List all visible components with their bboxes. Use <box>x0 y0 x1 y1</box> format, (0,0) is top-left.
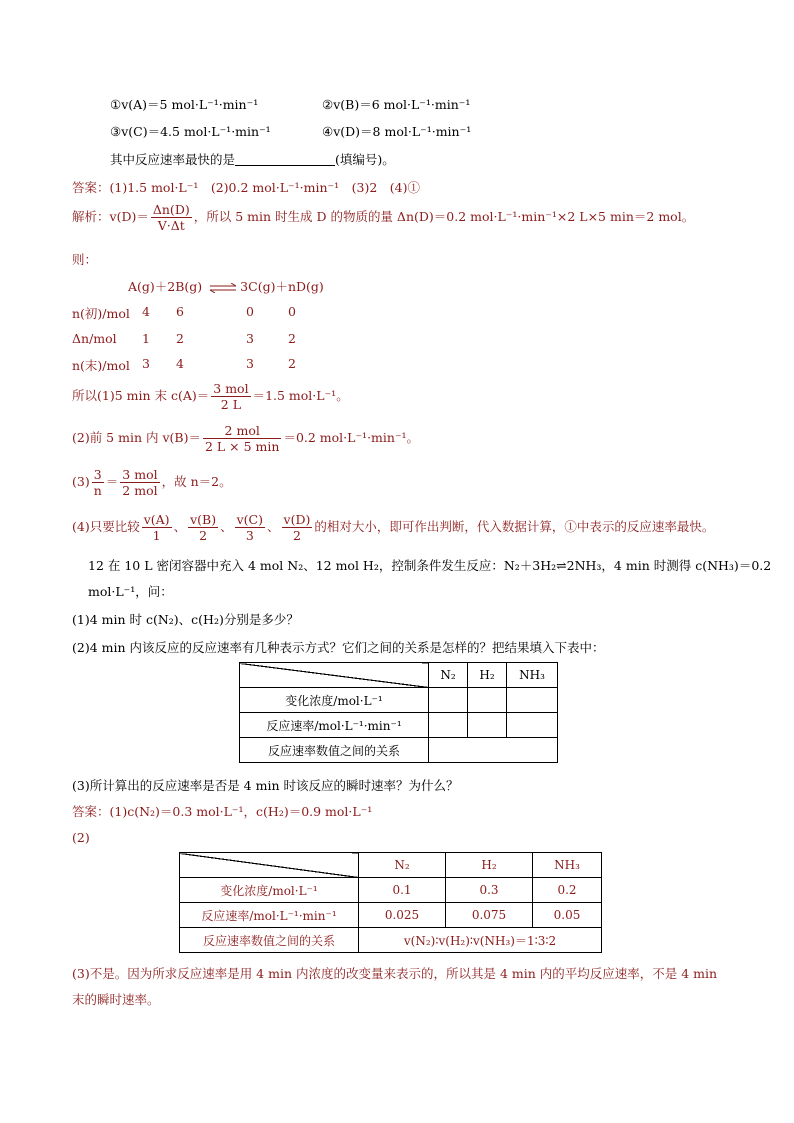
answer-label: 答案： <box>72 804 110 819</box>
option-3: ③v(C)＝4.5 mol·L⁻¹·min⁻¹ <box>110 124 271 139</box>
analysis-part1 <box>72 381 349 412</box>
analysis-part2 <box>72 423 419 454</box>
table-header-n2: N₂ <box>429 663 468 688</box>
vd-numerator: Δn(D) <box>152 202 190 217</box>
p4-denominator: 3 <box>245 528 254 543</box>
reaction-right: 3C(g)＋nD(g) <box>240 279 324 294</box>
p1-pre: 所以(1)5 min 末 c(A)＝ <box>72 388 210 403</box>
stoich-cell: 6 <box>176 304 184 319</box>
answer-table-header-h2: H₂ <box>446 853 533 878</box>
answer-table-header-nh3: NH₃ <box>533 853 602 878</box>
stoich-cell: 0 <box>288 304 296 319</box>
answer-12-part2-label: (2) <box>72 830 90 845</box>
p4-numerator: v(D) <box>283 512 311 527</box>
option-1: ①v(A)＝5 mol·L⁻¹·min⁻¹ <box>110 97 259 112</box>
answer-table-cell: 0.1 <box>359 878 446 903</box>
p4-fraction <box>235 512 265 543</box>
table-blank-cell[interactable] <box>429 713 468 738</box>
p4-numerator: v(A) <box>143 512 170 527</box>
answer-table-cell: 0.3 <box>446 878 533 903</box>
stoich-row-label: n(末)/mol <box>72 358 130 373</box>
reaction-left: A(g)＋2B(g) <box>128 279 203 294</box>
table-blank-cell[interactable] <box>507 688 558 713</box>
p3-fraction-1 <box>92 467 104 498</box>
reaction-equation <box>128 277 324 295</box>
q12-sub2: (2)4 min 内该反应的反应速率有几种表示方式？它们之间的关系是怎样的？把结果填入下表中： <box>72 640 605 655</box>
stoich-cell: 0 <box>246 304 254 319</box>
analysis-part3 <box>72 467 232 498</box>
q12-line1: 12 在 10 L 密闭容器中充入 4 mol N₂、12 mol H₂，控制条件发生反应：N₂＋3H₂⇌2NH₃，4 min 时测得 c(NH₃)＝0.2 <box>88 558 772 573</box>
stoich-cell: 3 <box>246 356 254 371</box>
vd-denominator: V·Δt <box>157 218 185 233</box>
p4-denominator: 2 <box>292 528 301 543</box>
p2-numerator: 2 mol <box>203 423 281 439</box>
p2-denominator: 2 L × 5 min <box>204 439 280 454</box>
p1-denominator: 2 L <box>220 397 242 412</box>
p4-denominator: 2 <box>199 528 208 543</box>
p1-fraction <box>211 381 250 412</box>
q12-blank-table <box>239 662 558 763</box>
table-corner-cell <box>240 663 429 688</box>
p2-fraction <box>203 423 281 454</box>
answer-table-header-n2: N₂ <box>359 853 446 878</box>
table-header-h2: H₂ <box>468 663 507 688</box>
table-row-label: 反应速率数值之间的关系 <box>240 738 429 763</box>
table-blank-cell[interactable] <box>468 688 507 713</box>
p4-separator: 、 <box>267 519 280 534</box>
answer-text: (1)1.5 mol·L⁻¹ (2)0.2 mol·L⁻¹·min⁻¹ (3)2 (4)① <box>109 180 421 195</box>
p4-separator: 、 <box>173 519 187 534</box>
q12-sub3: (3)所计算出的反应速率是否是 4 min 时该反应的瞬时速率？为什么？ <box>72 778 459 793</box>
analysis-part4 <box>72 512 714 543</box>
p2-post: ＝0.2 mol·L⁻¹·min⁻¹。 <box>283 430 420 445</box>
p3-post: ，故 n＝2。 <box>161 474 232 489</box>
answer-table-merged-cell: v(N₂)∶v(H₂)∶v(NH₃)＝1∶3∶2 <box>359 928 602 953</box>
table-row-label: 反应速率/mol·L⁻¹·min⁻¹ <box>240 713 429 738</box>
stoich-cell: 2 <box>288 356 296 371</box>
stoich-cell: 2 <box>176 331 184 346</box>
stoich-cell: 3 <box>246 331 254 346</box>
option-2: ②v(B)＝6 mol·L⁻¹·min⁻¹ <box>322 97 471 112</box>
table-row-label: 变化浓度/mol·L⁻¹ <box>240 688 429 713</box>
answer-table-cell: 0.2 <box>533 878 602 903</box>
p4-separator: 、 <box>220 519 233 534</box>
answer-table-cell: 0.05 <box>533 903 602 928</box>
answer-12-part1 <box>72 802 372 820</box>
p3-f2-numerator: 3 mol <box>122 467 158 482</box>
table-blank-cell[interactable] <box>429 688 468 713</box>
fastest-rate-question <box>110 150 395 168</box>
question-prefix: 其中反应速率最快的是 <box>110 152 236 167</box>
p4-numerator: v(C) <box>236 512 263 527</box>
answer-12-part3-line2: 末的瞬时速率。 <box>72 992 160 1007</box>
p4-numerator: v(B) <box>190 512 217 527</box>
p4-post: 的相对大小，即可作出判断，代入数据计算，①中表示的反应速率最快。 <box>314 519 715 534</box>
answer-12-part3-line1: (3)不是。因为所求反应速率是用 4 min 内浓度的改变量来表示的，所以其是 4 min 内的平均反应速率，不是 4 min <box>72 966 718 981</box>
answer-table-row-label: 变化浓度/mol·L⁻¹ <box>180 878 359 903</box>
analysis-vd <box>72 202 694 233</box>
answer-table-cell: 0.075 <box>446 903 533 928</box>
option-4: ④v(D)＝8 mol·L⁻¹·min⁻¹ <box>322 124 472 139</box>
table-blank-cell[interactable] <box>468 713 507 738</box>
p4-fraction <box>188 512 218 543</box>
q12-sub1: (1)4 min 时 c(N₂)、c(H₂)分别是多少？ <box>72 612 299 627</box>
p4-pre: (4)只要比较 <box>72 519 140 534</box>
answer-12-a1: (1)c(N₂)＝0.3 mol·L⁻¹，c(H₂)＝0.9 mol·L⁻¹ <box>109 804 373 819</box>
question-suffix: (填编号)。 <box>335 152 395 167</box>
vd-rest: ，所以 5 min 时生成 D 的物质的量 Δn(D)＝0.2 mol·L⁻¹·min⁻¹×2 L×5 min＝2 mol。 <box>193 209 695 224</box>
p3-f1-numerator: 3 <box>92 467 104 483</box>
stoich-cell: 2 <box>288 331 296 346</box>
p4-fraction <box>282 512 313 543</box>
p3-f2-denominator: 2 mol <box>122 483 158 498</box>
answer-table-cell: 0.025 <box>359 903 446 928</box>
p1-numerator: 3 mol <box>213 381 249 396</box>
answer-label: 答案： <box>72 180 110 195</box>
p3-pre: (3) <box>72 474 90 489</box>
stoich-cell: 3 <box>142 356 150 371</box>
stoich-row-label: Δn/mol <box>72 331 117 346</box>
p4-denominator: 1 <box>152 528 161 543</box>
p3-f1-denominator: n <box>93 483 102 498</box>
p4-fraction <box>142 512 172 543</box>
stoich-cell: 1 <box>142 331 150 346</box>
stoich-cell: 4 <box>142 304 150 319</box>
vd-fraction <box>151 202 192 233</box>
table-header-nh3: NH₃ <box>507 663 558 688</box>
p3-fraction-2 <box>120 467 159 498</box>
answer-table-corner-cell <box>180 853 359 878</box>
answer-blank <box>235 153 335 166</box>
answer-table-row-label: 反应速率数值之间的关系 <box>180 928 359 953</box>
stoich-row-label: n(初)/mol <box>72 306 130 321</box>
analysis-then: 则： <box>72 252 98 267</box>
answer-12-table <box>179 852 602 953</box>
p3-equals: ＝ <box>105 474 119 489</box>
stoich-cell: 4 <box>176 356 184 371</box>
q12-line2: mol·L⁻¹，问： <box>88 584 173 599</box>
analysis-label: 解析： <box>72 209 110 224</box>
p1-post: ＝1.5 mol·L⁻¹。 <box>252 388 349 403</box>
table-blank-cell[interactable] <box>507 713 558 738</box>
vd-lhs: v(D)＝ <box>109 209 149 224</box>
equilibrium-arrow-icon <box>208 283 238 293</box>
p2-pre: (2)前 5 min 内 v(B)＝ <box>72 430 201 445</box>
answer-11 <box>72 178 420 196</box>
table-blank-cell[interactable] <box>429 738 558 763</box>
answer-table-row-label: 反应速率/mol·L⁻¹·min⁻¹ <box>180 903 359 928</box>
